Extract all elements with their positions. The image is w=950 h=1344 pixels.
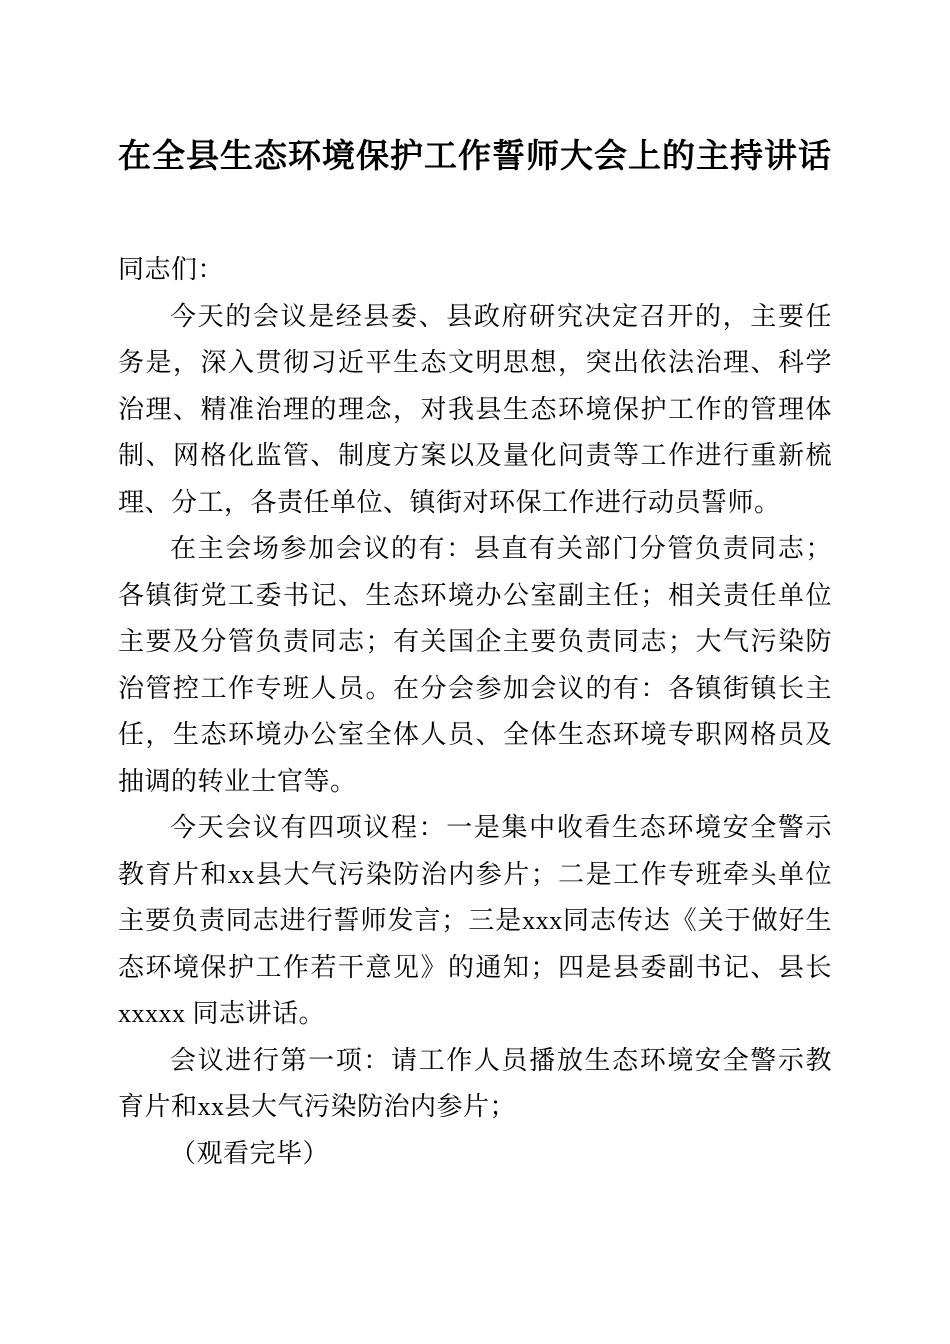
document-title: 在全县生态环境保护工作誓师大会上的主持讲话 [118,139,832,175]
paragraph: 今天的会议是经县委、县政府研究决定召开的，主要任务是，深入贯彻习近平生态文明思想，突出依法治理、科学治理、精准治理的理念，对我县生态环境保护工作的管理体制、网格化监管、制度方案以及量化问责等工作进行重新梳理、分工，各责任单位、镇街对环保工作进行动员誓师。 [118,301,832,517]
paragraph: （观看完毕） [170,1138,330,1168]
paragraph: 同志们： [118,255,225,284]
document-body [118,247,832,1177]
paragraph: 在主会场参加会议的有：县直有关部门分管负责同志；各镇街党工委书记、生态环境办公室副主任；相关责任单位主要及分管负责同志；有关国企主要负责同志；大气污染防治管控工作专班人员。在分会参加会议的有：各镇街镇长主任，生态环境办公室全体人员、全体生态环境专职网格员及抽调的转业士官等。 [118,534,832,796]
paragraph: 会议进行第一项：请工作人员播放生态环境安全警示教育片和xx县大气污染防治内参片； [118,1045,832,1121]
paragraph: 今天会议有四项议程：一是集中收看生态环境安全警示教育片和xx县大气污染防治内参片；二是工作专班牵头单位主要负责同志进行誓师发言；三是xxx同志传达《关于做好生态环境保护工作若干意见》的通知；四是县委副书记、县长 xxxxx 同志讲话。 [118,813,832,1028]
